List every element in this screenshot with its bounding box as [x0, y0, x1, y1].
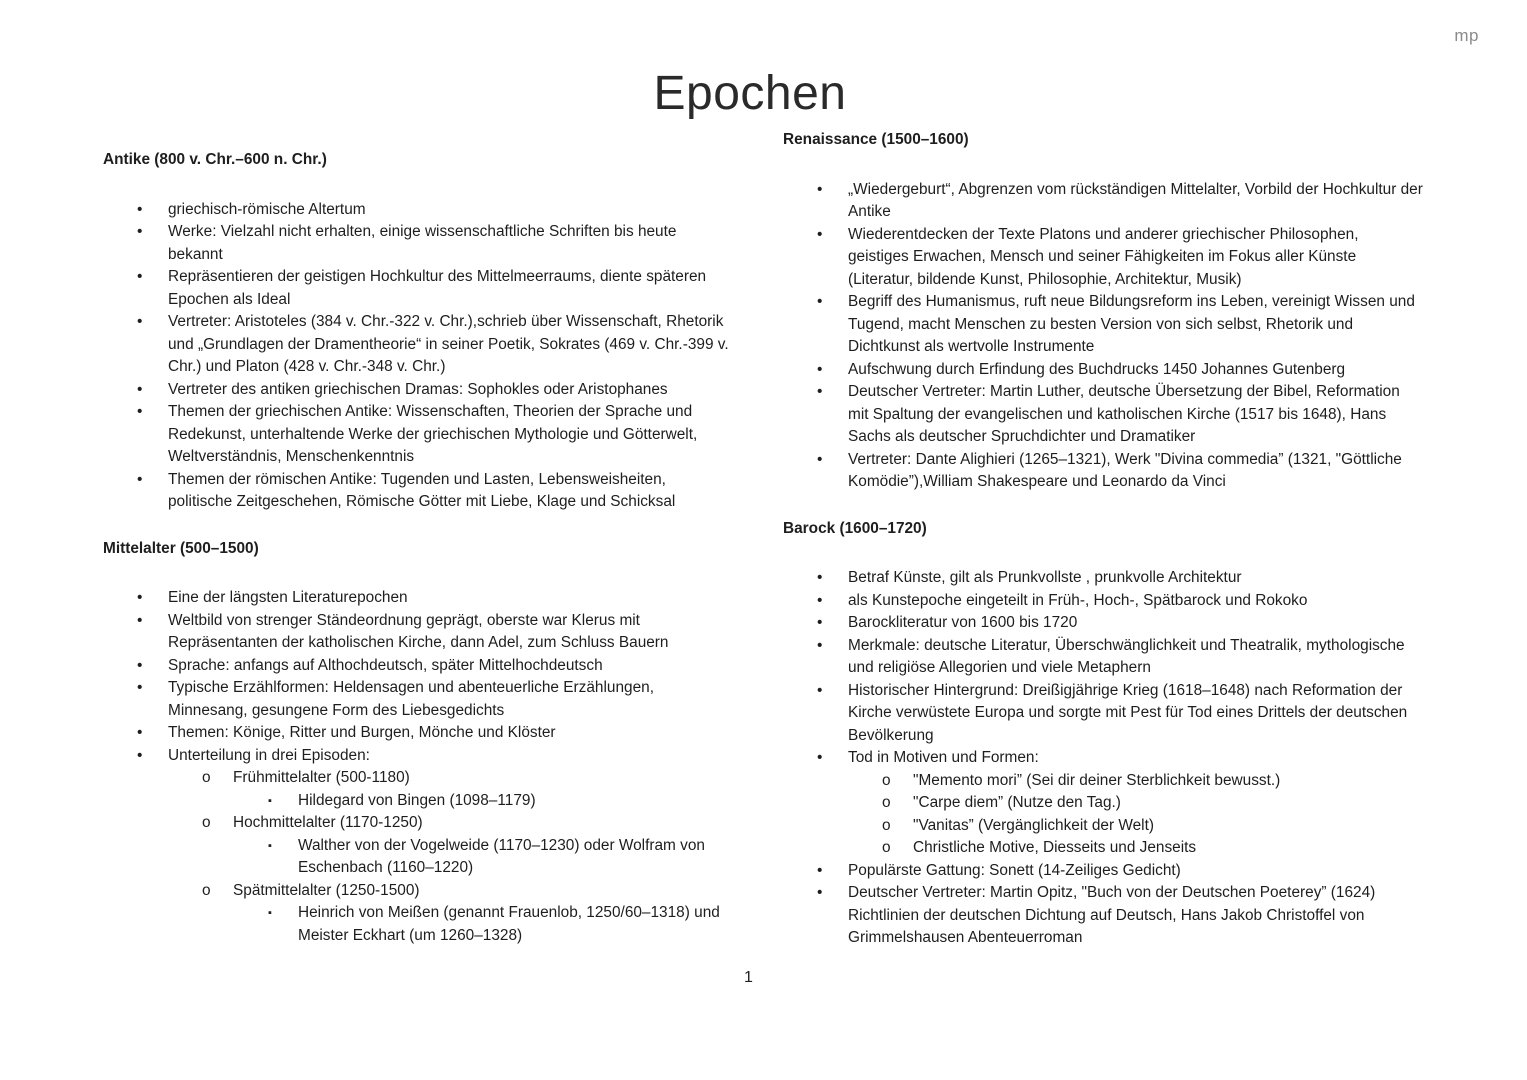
list-item-text: als Kunstepoche eingeteilt in Früh-, Hoch-, Spätbarock und Rokoko [848, 591, 1308, 609]
list-item-text: Tod in Motiven und Formen: [848, 749, 1039, 766]
section-renaissance [783, 129, 1423, 494]
list-item-text: Deutscher Vertreter: Martin Opitz, "Buch von der Deutschen Poeterey” (1624) Richtlinien der deutschen Dichtung auf Deutsch, Hans Jakob Christoffel von Grimmelshausen Abenteuerroman [848, 884, 1376, 946]
episode-item [168, 812, 733, 880]
list-item-text: Themen der römischen Antike: Tugenden und Lasten, Lebensweisheiten, politische Zeitgeschehen, Römische Götter mit Liebe, Klage und Schicksal [168, 470, 676, 510]
bullet-disc-icon: • [137, 589, 143, 606]
list-item [783, 449, 1423, 494]
list-item-text: Barockliteratur von 1600 bis 1720 [848, 614, 1078, 631]
bullet-disc-icon: • [137, 746, 143, 764]
bullet-disc-icon: • [817, 569, 823, 586]
list-item-text: Vertreter des antiken griechischen Dramas: Sophokles oder Aristophanes [168, 380, 668, 398]
bullet-disc-icon: • [817, 591, 823, 609]
bullet-disc-icon: • [817, 225, 823, 243]
episode-detail-list [233, 902, 733, 947]
list-item [103, 401, 733, 469]
bullet-list [103, 587, 733, 947]
list-item [783, 680, 1423, 748]
list-item [103, 469, 733, 514]
bullet-list [103, 199, 733, 514]
section-antike [103, 149, 733, 514]
list-item [103, 745, 733, 948]
section-mittelalter [103, 538, 733, 948]
list-item-text: Werke: Vielzahl nicht erhalten, einige wissenschaftliche Schriften bis heute bekannt [168, 223, 677, 263]
bullet-disc-icon: • [817, 293, 823, 310]
list-item-text: Merkmale: deutsche Literatur, Überschwänglichkeit und Theatralik, mythologische und religiöse Allegorien und viele Metaphern [848, 636, 1405, 676]
motif-item [848, 837, 1423, 860]
episode-detail [233, 902, 733, 947]
bullet-disc-icon: • [817, 861, 823, 879]
bullet-disc-icon: • [137, 268, 143, 285]
list-item-text: Themen: Könige, Ritter und Burgen, Mönche und Klöster [168, 724, 556, 741]
list-item [103, 311, 733, 379]
bullet-disc-icon: • [817, 614, 823, 631]
episode-item [168, 880, 733, 948]
bullet-disc-icon: • [817, 636, 823, 654]
motif-list [848, 770, 1423, 860]
list-item-text: Wiederentdecken der Texte Platons und anderer griechischer Philosophen, geistiges Erwachen, Mensch und seiner Fähigkeiten im Fokus aller Künste (Literatur, bildende Kunst, Philosophie, Architektur, Musik) [848, 225, 1359, 288]
bullet-square-icon: ▪ [268, 794, 272, 807]
bullet-disc-icon: • [137, 223, 143, 240]
list-item-text: Betraf Künste, gilt als Prunkvollste , prunkvolle Architektur [848, 569, 1242, 586]
motif-text: "Vanitas” (Vergänglichkeit der Welt) [913, 816, 1154, 834]
list-item-text: Repräsentieren der geistigen Hochkultur des Mittelmeerraums, diente späteren Epochen als Ideal [168, 268, 707, 308]
list-item [783, 635, 1423, 680]
bullet-circle-icon: o [202, 814, 211, 831]
list-item [783, 291, 1423, 359]
bullet-disc-icon: • [817, 450, 823, 468]
left-column [103, 149, 733, 947]
episode-detail [233, 790, 733, 813]
episode-detail-text: Hildegard von Bingen (1098–1179) [298, 791, 536, 809]
episode-name: Hochmittelalter (1170-1250) [233, 814, 423, 831]
list-item [103, 379, 733, 402]
list-item [103, 655, 733, 678]
episode-name: Frühmittelalter (500-1180) [233, 769, 410, 786]
list-item-text: „Wiedergeburt“, Abgrenzen vom rückständigen Mittelalter, Vorbild der Hochkultur der Antike [848, 180, 1423, 220]
motif-item [848, 792, 1423, 815]
motif-item [848, 770, 1423, 793]
list-item-text: Eine der längsten Literaturepochen [168, 589, 408, 606]
list-item [783, 747, 1423, 860]
page-title: Epochen [653, 67, 847, 120]
list-item [103, 266, 733, 311]
bullet-disc-icon: • [817, 884, 823, 901]
bullet-list [783, 567, 1423, 950]
list-item [783, 179, 1423, 224]
list-item-text: Vertreter: Aristoteles (384 v. Chr.-322 v. Chr.),schrieb über Wissenschaft, Rhetorik und „Grundlagen der Dramentheorie“ in seiner Poetik, Sokrates (469 v. Chr.-399 v. Chr.) und Platon (428 v. Chr.-348 v. Chr.) [168, 313, 729, 375]
section-heading: Barock (1600–1720) [783, 519, 927, 537]
bullet-disc-icon: • [137, 724, 143, 741]
episode-detail [233, 835, 733, 880]
bullet-disc-icon: • [817, 180, 823, 198]
right-column [783, 129, 1423, 950]
section-heading: Antike (800 v. Chr.–600 n. Chr.) [103, 151, 327, 168]
section-barock [783, 518, 1423, 950]
page-number: 1 [744, 969, 753, 986]
bullet-square-icon: ▪ [268, 907, 272, 919]
bullet-circle-icon: o [202, 769, 211, 786]
list-item-text: Weltbild von strenger Ständeordnung geprägt, oberste war Klerus mit Repräsentanten der katholischen Kirche, dann Adel, zum Schluss Bauern [168, 611, 669, 651]
list-item [783, 567, 1423, 590]
list-item-text: Typische Erzählformen: Heldensagen und abenteuerliche Erzählungen, Minnesang, gesungene Form des Liebesgedichts [168, 679, 654, 719]
list-item [783, 612, 1423, 635]
bullet-disc-icon: • [817, 681, 823, 699]
bullet-disc-icon: • [137, 313, 143, 330]
episode-detail-text: Heinrich von Meißen (genannt Frauenlob, 1250/60–1318) und Meister Eckhart (um 1260–1328) [298, 904, 720, 944]
bullet-disc-icon: • [817, 749, 823, 766]
list-item-text: Populärste Gattung: Sonett (14-Zeiliges Gedicht) [848, 861, 1181, 879]
bullet-disc-icon: • [137, 679, 143, 696]
corner-mark: mp [1454, 26, 1479, 45]
list-item [783, 359, 1423, 382]
list-item-text: griechisch-römische Altertum [168, 200, 366, 218]
list-item-text: Deutscher Vertreter: Martin Luther, deutsche Übersetzung der Bibel, Reformation mit Spaltung der evangelischen und katholischen Kirche (1517 bis 1648), Hans Sachs als deutscher Spruchdichter und Dramatiker [848, 383, 1400, 445]
list-item-text: Sprache: anfangs auf Althochdeutsch, später Mittelhochdeutsch [168, 656, 603, 674]
list-item-text: Aufschwung durch Erfindung des Buchdrucks 1450 Johannes Gutenberg [848, 360, 1346, 378]
bullet-circle-icon: o [882, 794, 891, 811]
bullet-list [783, 179, 1423, 494]
bullet-disc-icon: • [137, 470, 143, 488]
list-item [783, 860, 1423, 883]
list-item [103, 221, 733, 266]
bullet-circle-icon: o [882, 771, 891, 789]
list-item-text: Begriff des Humanismus, ruft neue Bildungsreform ins Leben, vereinigt Wissen und Tugend, macht Menschen zu besten Version von sich selbst, Rhetorik und Dichtkunst als wertvolle Instrumente [848, 293, 1415, 355]
section-heading: Mittelalter (500–1500) [103, 539, 259, 557]
list-item-text: Vertreter: Dante Alighieri (1265–1321), Werk "Divina commedia” (1321, "Göttliche Komödie”),William Shakespeare und Leonardo da Vinci [848, 450, 1402, 490]
episode-detail-text: Walther von der Vogelweide (1170–1230) oder Wolfram von Eschenbach (1160–1220) [298, 836, 705, 876]
bullet-circle-icon: o [882, 816, 891, 834]
motif-text: Christliche Motive, Diesseits und Jenseits [913, 839, 1197, 856]
motif-text: "Memento mori” (Sei dir deiner Sterblichkeit bewusst.) [913, 771, 1281, 789]
motif-item [848, 815, 1423, 838]
episode-detail-list [233, 835, 733, 880]
motif-text: "Carpe diem” (Nutze den Tag.) [913, 794, 1121, 811]
bullet-disc-icon: • [817, 383, 823, 400]
bullet-disc-icon: • [137, 403, 143, 420]
list-item [103, 722, 733, 745]
bullet-disc-icon: • [137, 656, 143, 674]
episode-list [168, 767, 733, 947]
list-item [783, 590, 1423, 613]
bullet-circle-icon: o [882, 839, 891, 856]
bullet-disc-icon: • [137, 380, 143, 398]
episode-detail-list [233, 790, 733, 813]
list-item-text: Themen der griechischen Antike: Wissenschaften, Theorien der Sprache und Redekunst, unterhaltende Werke der griechischen Mythologie und Götterwelt, Weltverständnis, Menschenkenntnis [168, 403, 698, 465]
list-item [783, 224, 1423, 292]
list-item [103, 199, 733, 222]
episode-item [168, 767, 733, 812]
list-item [103, 587, 733, 610]
list-item-text: Unterteilung in drei Episoden: [168, 746, 370, 764]
section-heading: Renaissance (1500–1600) [783, 131, 969, 148]
list-item-text: Historischer Hintergrund: Dreißigjährige Krieg (1618–1648) nach Reformation der Kirche verwüstete Europa und sorgte mit Pest für Tod eines Drittels der deutschen Bevölkerung [848, 681, 1408, 744]
bullet-square-icon: ▪ [268, 839, 272, 852]
bullet-disc-icon: • [137, 200, 143, 218]
bullet-disc-icon: • [817, 360, 823, 378]
list-item [103, 677, 733, 722]
episode-name: Spätmittelalter (1250-1500) [233, 881, 420, 899]
list-item [783, 381, 1423, 449]
list-item [103, 610, 733, 655]
bullet-disc-icon: • [137, 611, 143, 629]
list-item [783, 882, 1423, 950]
bullet-circle-icon: o [202, 881, 211, 899]
